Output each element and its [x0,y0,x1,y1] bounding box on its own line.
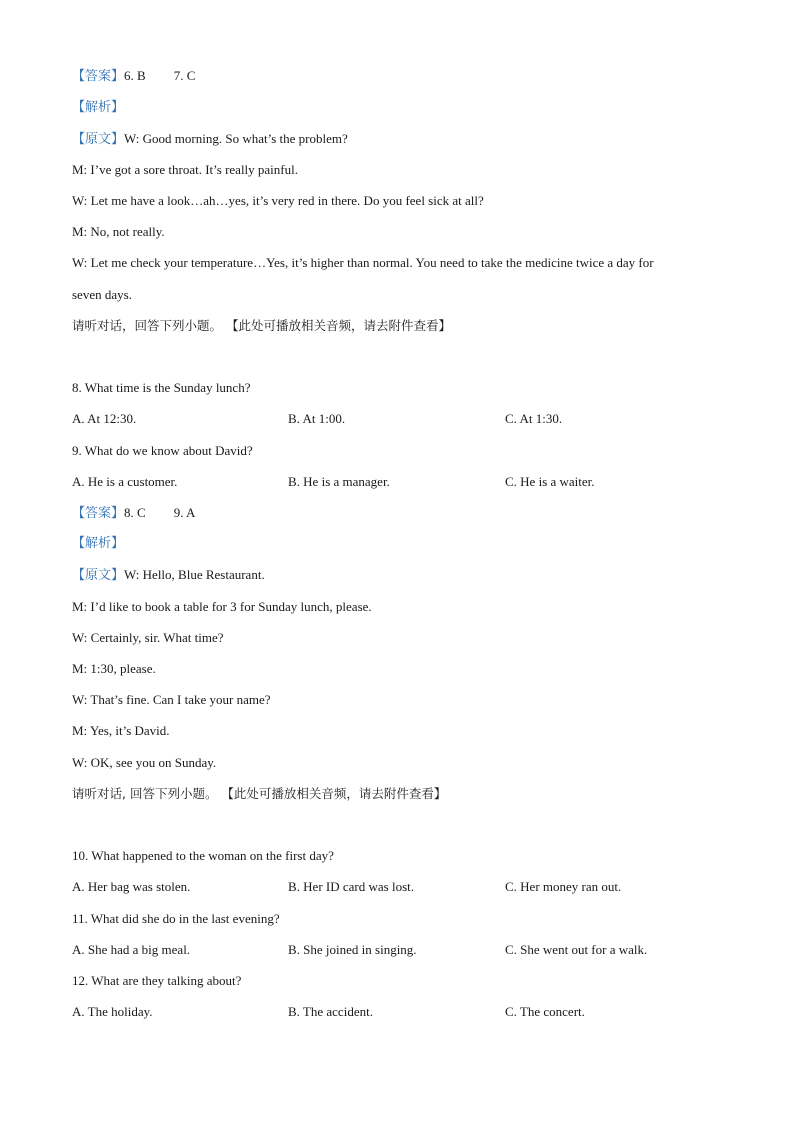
option-a: A. At 12:30. [72,411,137,426]
option-b: B. She joined in singing. [288,942,417,957]
dialogue-line: seven days. [72,287,132,302]
option-b: B. The accident. [288,1004,373,1019]
answer-line-2 [72,504,195,523]
answer-tag: 【答案】 [72,506,125,521]
question: 9. What do we know about David? [72,443,253,458]
option-a: A. Her bag was stolen. [72,879,191,894]
option-c: C. Her money ran out. [505,879,622,894]
dialogue-line: M: 1:30, please. [72,661,156,676]
option-a: A. She had a big meal. [72,942,191,957]
option-b: B. He is a manager. [288,474,390,489]
question: 10. What happened to the woman on the first day? [72,848,334,863]
dialogue-line [72,566,265,585]
dialogue-line: W: Let me have a look…ah…yes, it’s very red in there. Do you feel sick at all? [72,193,484,208]
option-b: B. Her ID card was lost. [288,879,414,894]
question: 8. What time is the Sunday lunch? [72,380,251,395]
option-b: B. At 1:00. [288,411,346,426]
dialogue-line: W: That’s fine. Can I take your name? [72,692,271,707]
dialogue-text: W: Hello, Blue Restaurant. [124,567,265,582]
dialogue-line [72,130,348,149]
dialogue-text: W: Good morning. So what’s the problem? [124,131,348,146]
option-c: C. The concert. [505,1004,585,1019]
dialogue-line: W: Certainly, sir. What time? [72,630,224,645]
original-tag: 【原文】 [72,132,125,147]
answer-value: 7. C [173,68,196,83]
dialogue-line: M: I’ve got a sore throat. It’s really painful. [72,162,298,177]
option-c: C. He is a waiter. [505,474,595,489]
answer-tag: 【答案】 [72,69,125,84]
option-a: A. The holiday. [72,1004,153,1019]
question: 11. What did she do in the last evening? [72,911,280,926]
analysis-tag: 【解析】 [72,100,125,115]
option-c: C. She went out for a walk. [505,942,648,957]
answer-value: 8. C [124,505,146,520]
dialogue-line: M: No, not really. [72,224,165,239]
listening-instruction: 请听对话，回答下列小题。 【此处可播放相关音频，请去附件查看】 [72,318,451,333]
original-tag: 【原文】 [72,568,125,583]
dialogue-line: M: Yes, it’s David. [72,723,170,738]
option-a: A. He is a customer. [72,474,178,489]
listening-instruction: 请听对话, 回答下列小题。 【此处可播放相关音频，请去附件查看】 [72,786,447,801]
dialogue-line: W: Let me check your temperature…Yes, it’s higher than normal. You need to take the medicine twice a day for [72,255,654,270]
analysis-tag: 【解析】 [72,536,125,551]
dialogue-line: M: I’d like to book a table for 3 for Sunday lunch, please. [72,599,372,614]
question: 12. What are they talking about? [72,973,242,988]
answer-value: 6. B [124,68,146,83]
answer-value: 9. A [173,505,196,520]
option-c: C. At 1:30. [505,411,563,426]
answer-line-1 [72,67,195,86]
dialogue-line: W: OK, see you on Sunday. [72,755,217,770]
